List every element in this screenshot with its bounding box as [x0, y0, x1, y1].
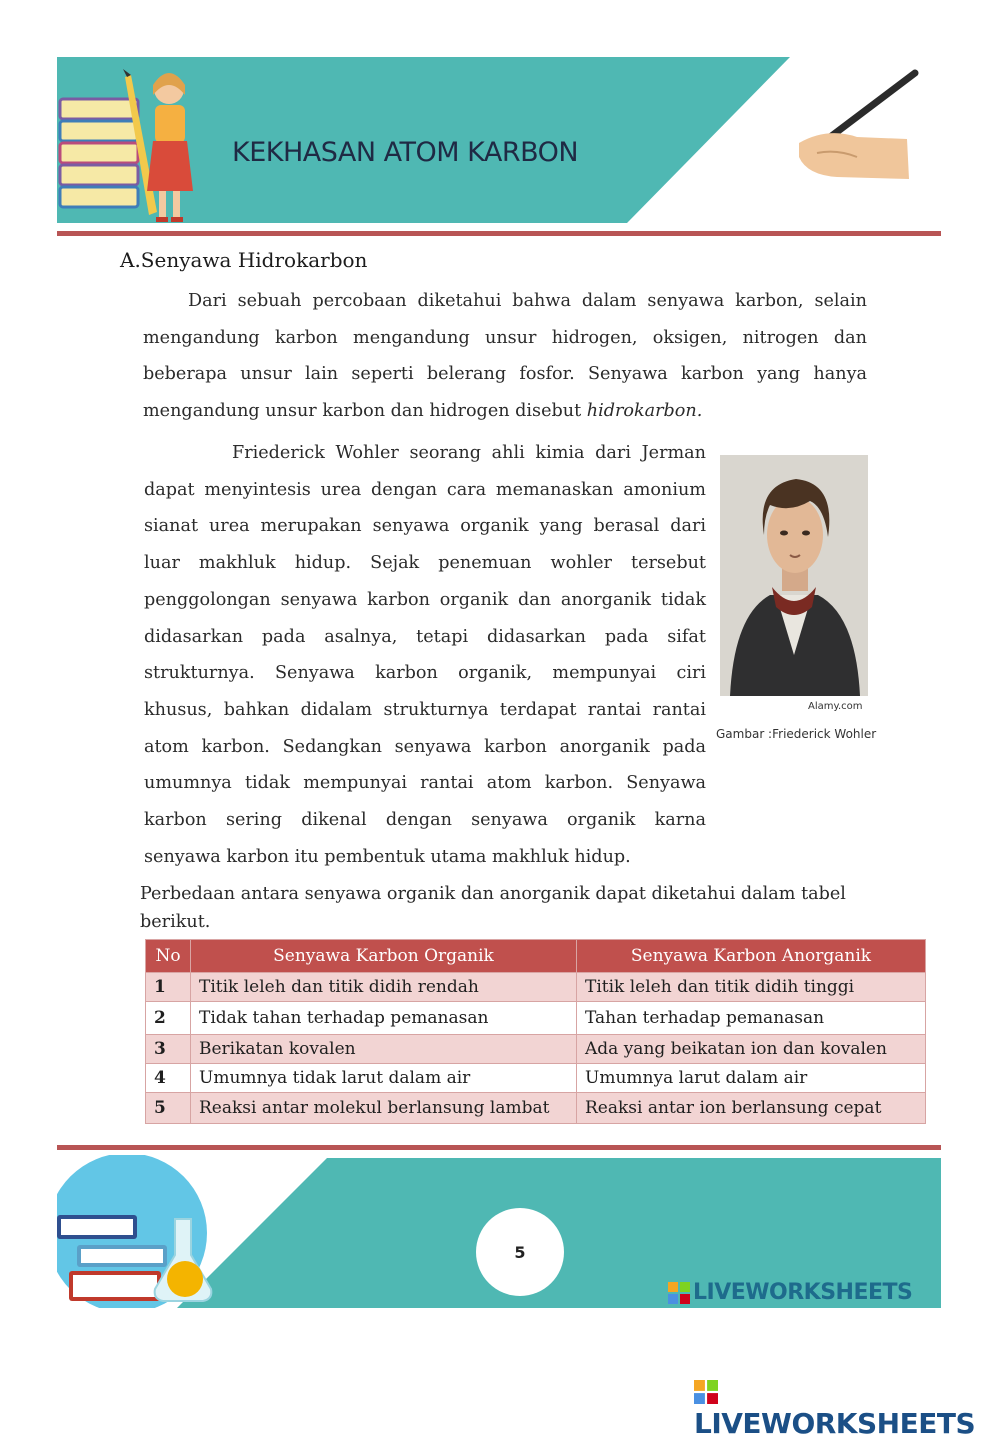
intro-paragraph-text: Dari sebuah percobaan diketahui bahwa dalam senyawa karbon, selain mengandung karbon mengandung unsur hidrogen, oksigen, nitrogen dan beberapa unsur lain seperti belerang fosfor. Senyawa karbon yang hanya mengandung unsur karbon dan hidrogen disebut — [143, 291, 867, 422]
page-number-badge — [476, 1208, 564, 1296]
organik-cell: Tidak tahan terhadap pemanasan — [191, 1002, 577, 1035]
anorganik-cell: Umumnya larut dalam air — [577, 1064, 926, 1093]
row-number: 5 — [146, 1093, 191, 1124]
photo-credit: Alamy.com — [808, 701, 863, 712]
header-organik: Senyawa Karbon Organik — [191, 940, 577, 973]
row-number: 1 — [146, 973, 191, 1002]
page-number: 5 — [514, 1242, 526, 1262]
photo-caption: Gambar :Friederick Wohler — [716, 727, 877, 741]
books-illustration — [60, 99, 138, 207]
row-number: 3 — [146, 1035, 191, 1064]
organik-cell: Berikatan kovalen — [191, 1035, 577, 1064]
row-number: 2 — [146, 1002, 191, 1035]
table-row — [146, 1064, 926, 1093]
organik-cell: Umumnya tidak larut dalam air — [191, 1064, 577, 1093]
table-row — [146, 973, 926, 1002]
comparison-table — [145, 939, 926, 1124]
liveworksheets-logo-icon — [668, 1282, 690, 1304]
table-header-row — [146, 940, 926, 973]
chemistry-illustration — [57, 1155, 211, 1308]
intro-paragraph — [143, 283, 867, 430]
footer-divider — [57, 1145, 941, 1150]
hand-writing-icon — [799, 73, 915, 179]
table-intro: Perbedaan antara senyawa organik dan anorganik dapat diketahui dalam tabel berikut. — [140, 884, 846, 932]
table-row — [146, 1093, 926, 1124]
header-anorganik: Senyawa Karbon Anorganik — [577, 940, 926, 973]
row-number: 4 — [146, 1064, 191, 1093]
organik-cell: Titik leleh dan titik didih rendah — [191, 973, 577, 1002]
bottom-brand[interactable] — [694, 1374, 1000, 1440]
table-row — [146, 1002, 926, 1035]
footer-brand — [668, 1280, 912, 1305]
liveworksheets-logo-icon — [694, 1380, 718, 1404]
section-title: A.Senyawa Hidrokarbon — [120, 248, 368, 272]
anorganik-cell: Ada yang beikatan ion dan kovalen — [577, 1035, 926, 1064]
organik-cell: Reaksi antar molekul berlansung lambat — [191, 1093, 577, 1124]
anorganik-cell: Titik leleh dan titik didih tinggi — [577, 973, 926, 1002]
wohler-paragraph: Friederick Wohler seorang ahli kimia dari Jerman dapat menyintesis urea dengan cara memanaskan amonium sianat urea merupakan senyawa organik yang berasal dari luar makhluk hidup. Sejak penemuan wohler tersebut penggolongan senyawa karbon organik dan anorganik tidak didasarkan pada asalnya, tetapi didasarkan pada sifat strukturnya. Senyawa karbon organik, mempunyai ciri khusus, bahkan didalam strukturnya terdapat rantai rantai atom karbon. Sedangkan senyawa karbon anorganik pada umumnya tidak mempunyai rantai atom karbon. Senyawa karbon sering dikenal dengan senyawa organik karna senyawa karbon itu pembentuk utama makhluk hidup. — [144, 443, 706, 867]
wohler-portrait — [720, 455, 868, 696]
footer-brand-text: LIVEWORKSHEETS — [693, 1280, 913, 1305]
bottom-brand-text: LIVEWORKSHEETS — [694, 1407, 976, 1440]
header-divider — [57, 231, 941, 236]
hidrokarbon-term: hidrokarbon. — [586, 401, 703, 422]
anorganik-cell: Reaksi antar ion berlansung cepat — [577, 1093, 926, 1124]
anorganik-cell: Tahan terhadap pemanasan — [577, 1002, 926, 1035]
header-no: No — [146, 940, 191, 973]
table-row — [146, 1035, 926, 1064]
page-title: KEKHASAN ATOM KARBON — [232, 137, 579, 168]
header-banner — [57, 57, 941, 227]
